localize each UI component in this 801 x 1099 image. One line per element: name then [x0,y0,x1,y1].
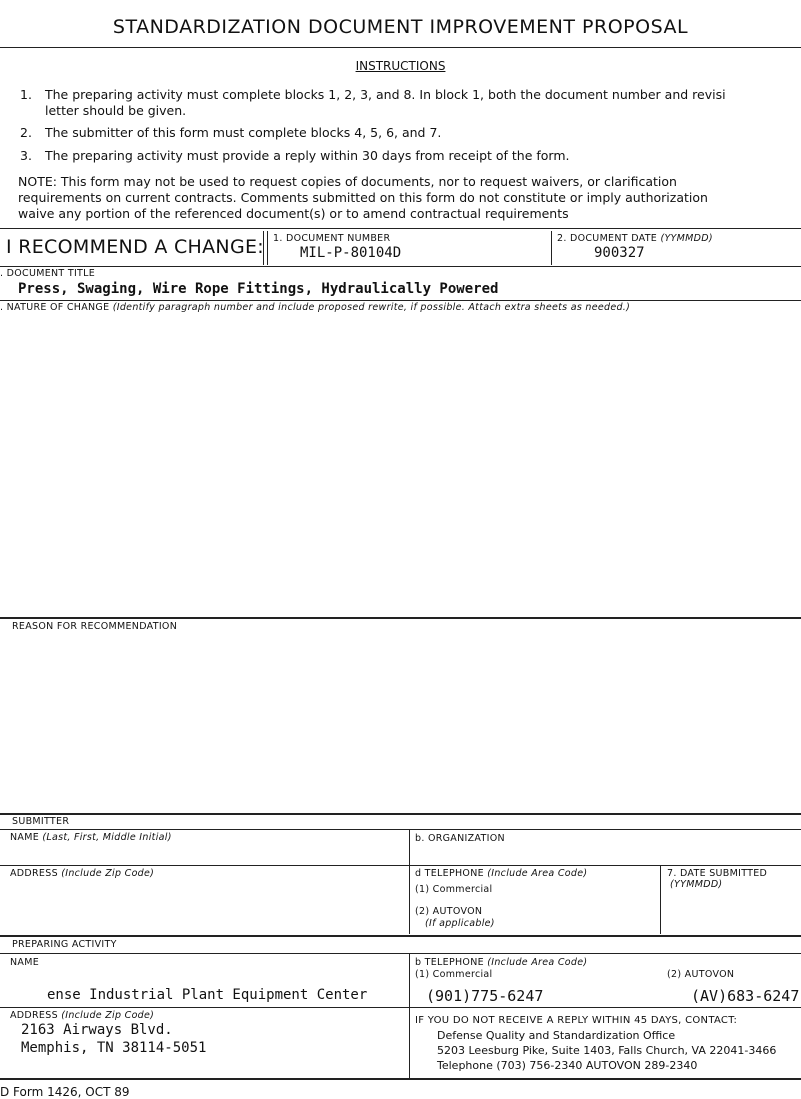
doc-number-value[interactable]: MIL-P-80104D [300,245,402,261]
contact-line: 5203 Leesburg Pike, Suite 1403, Falls Church, VA 22041-3466 [437,1044,777,1057]
submitter-org-label: b. ORGANIZATION [415,833,505,844]
nature-of-change-label: . NATURE OF CHANGE (Identify paragraph number and include proposed rewrite, if possible. Attach extra sheets as needed.) [0,302,631,313]
divider [0,865,801,866]
submitter-date-hint: (YYMMDD) [670,879,723,890]
instruction-item: 3. The preparing activity must provide a reply within 30 days from receipt of the form. [20,148,570,163]
preparing-commercial-label: (1) Commercial [415,969,493,980]
divider [0,300,801,301]
preparing-phone-label: b TELEPHONE (Include Area Code) [415,957,588,968]
preparing-name-value[interactable]: ense Industrial Plant Equipment Center [47,987,368,1003]
divider [0,953,801,954]
preparing-name-label: NAME [10,957,40,968]
preparing-autovon-value[interactable]: (AV)683-6247 [691,987,800,1005]
divider [0,228,801,229]
recommend-heading: I RECOMMEND A CHANGE: [6,236,264,258]
submitter-heading: SUBMITTER [12,816,70,827]
doc-date-value[interactable]: 900327 [594,245,645,261]
preparing-address-line1[interactable]: 2163 Airways Blvd. [21,1022,173,1038]
doc-number-label: 1. DOCUMENT NUMBER [273,233,391,244]
divider [0,1078,801,1080]
divider [0,813,801,815]
preparing-activity-heading: PREPARING ACTIVITY [12,939,117,950]
nature-of-change-area[interactable] [0,318,801,614]
instruction-item: 1. The preparing activity must complete blocks 1, 2, 3, and 8. In block 1, both the document number and revisi [20,87,726,102]
doc-title-value[interactable]: Press, Swaging, Wire Rope Fittings, Hydraulically Powered [18,281,499,297]
divider [0,1007,801,1008]
form-id: D Form 1426, OCT 89 [0,1085,130,1099]
preparing-address-line2[interactable]: Memphis, TN 38114-5051 [21,1040,207,1056]
form-title: STANDARDIZATION DOCUMENT IMPROVEMENT PROPOSAL [112,16,689,38]
note-line: NOTE: This form may not be used to request copies of documents, nor to request waivers, or clarification [18,174,677,189]
divider [0,47,801,48]
doc-date-label: 2. DOCUMENT DATE (YYMMDD) [557,233,713,244]
instruction-item-continued: letter should be given. [45,103,187,118]
preparing-commercial-value[interactable]: (901)775-6247 [426,987,544,1005]
instructions-heading: INSTRUCTIONS [355,59,446,73]
preparing-address-label: ADDRESS (Include Zip Code) [10,1010,155,1021]
submitter-date-label: 7. DATE SUBMITTED [667,868,768,879]
submitter-phone-label: d TELEPHONE (Include Area Code) [415,868,588,879]
note-line: requirements on current contracts. Comments submitted on this form do not constitute or imply authorization [18,190,708,205]
divider [0,617,801,619]
reason-label: REASON FOR RECOMMENDATION [12,621,178,632]
submitter-autovon-label: (2) AUTOVON [415,906,483,917]
contact-heading: IF YOU DO NOT RECEIVE A REPLY WITHIN 45 DAYS, CONTACT: [415,1015,738,1026]
contact-line: Defense Quality and Standardization Office [437,1029,676,1042]
divider [0,935,801,937]
submitter-commercial-label: (1) Commercial [415,884,493,895]
divider [0,266,801,267]
submitter-address-label: ADDRESS (Include Zip Code) [10,868,155,879]
preparing-autovon-label: (2) AUTOVON [667,969,735,980]
reason-area[interactable] [0,636,801,808]
note-line: waive any portion of the referenced document(s) or to amend contractual requirements [18,206,569,221]
divider [0,829,801,830]
instruction-item: 2. The submitter of this form must complete blocks 4, 5, 6, and 7. [20,125,442,140]
submitter-name-label: NAME (Last, First, Middle Initial) [10,832,172,843]
doc-title-label: . DOCUMENT TITLE [0,268,96,279]
submitter-autovon-hint: (If applicable) [425,918,495,929]
contact-line: Telephone (703) 756-2340 AUTOVON 289-2340 [437,1059,698,1072]
